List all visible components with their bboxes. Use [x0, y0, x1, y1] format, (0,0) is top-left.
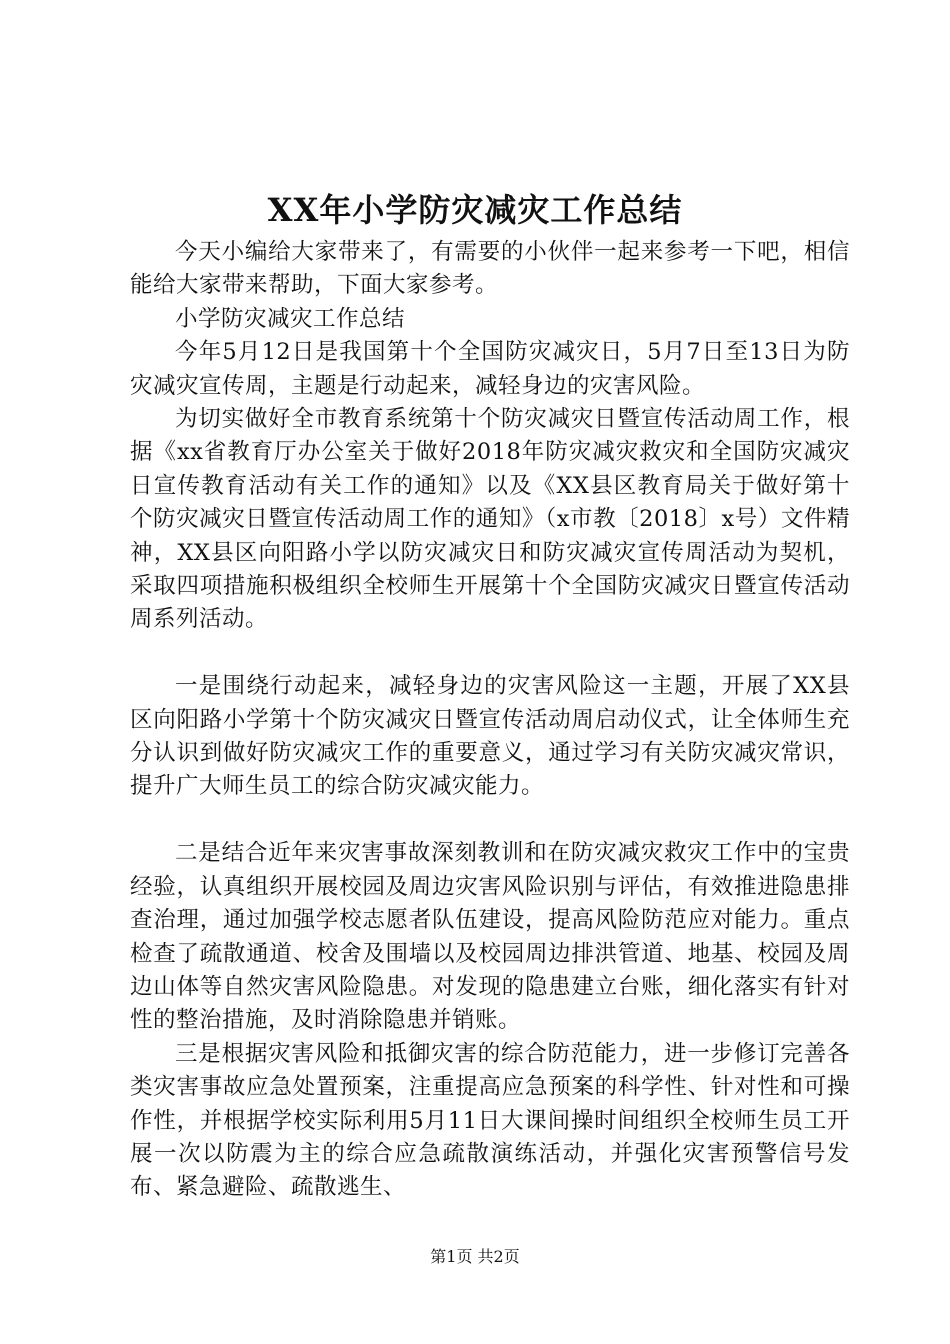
measure-two-paragraph: 二是结合近年来灾害事故深刻教训和在防灾减灾救灾工作中的宝贵经验，认真组织开展校园及周边灾害风险识别与评估，有效推进隐患排查治理，通过加强学校志愿者队伍建设，提高风险防范应对能力。重点检查了疏散通道、校舍及围墙以及校园周边排洪管道、地基、校园及周边山体等自然灾害风险隐患。对发现的隐患建立台账，细化落实有针对性的整治措施，及时消除隐患并销账。 — [130, 840, 850, 1034]
subtitle-paragraph: 小学防灾减灾工作总结 — [175, 305, 406, 332]
basis-paragraph: 为切实做好全市教育系统第十个防灾减灾日暨宣传活动周工作，根据《xx省教育厅办公室关于做好2018年防灾减灾救灾和全国防灾减灾日宣传教育活动有关工作的通知》以及《XX县区教育局关于做好第十个防灾减灾日暨宣传活动周工作的通知》（x市教〔2018〕x号）文件精神，XX县区向阳路小学以防灾减灾日和防灾减灾宣传周活动为契机，采取四项措施积极组织全校师生开展第十个全国防灾减灾日暨宣传活动周系列活动。 — [130, 406, 850, 633]
document-body — [130, 236, 850, 1205]
measure-one-paragraph: 一是围绕行动起来，减轻身边的灾害风险这一主题，开展了XX县区向阳路小学第十个防灾减灾日暨宣传活动周启动仪式，让全体师生充分认识到做好防灾减灾工作的重要意义，通过学习有关防灾减灾常识，提升广大师生员工的综合防灾减灾能力。 — [130, 673, 850, 800]
intro-paragraph: 今天小编给大家带来了，有需要的小伙伴一起来参考一下吧，相信能给大家带来帮助，下面大家参考。 — [130, 239, 850, 299]
page-number-footer: 第1页 共2页 — [430, 1247, 520, 1266]
measure-three-paragraph: 三是根据灾害风险和抵御灾害的综合防范能力，进一步修订完善各类灾害事故应急处置预案，注重提高应急预案的科学性、针对性和可操作性，并根据学校实际利用5月11日大课间操时间组织全校师生员工开展一次以防震为主的综合应急疏散演练活动，并强化灾害预警信号发布、紧急避险、疏散逃生、 — [130, 1040, 850, 1201]
theme-paragraph: 今年5月12日是我国第十个全国防灾减灾日，5月7日至13日为防灾减灾宣传周，主题是行动起来，减轻身边的灾害风险。 — [130, 339, 850, 399]
document-title: XX年小学防灾减灾工作总结 — [267, 191, 683, 229]
